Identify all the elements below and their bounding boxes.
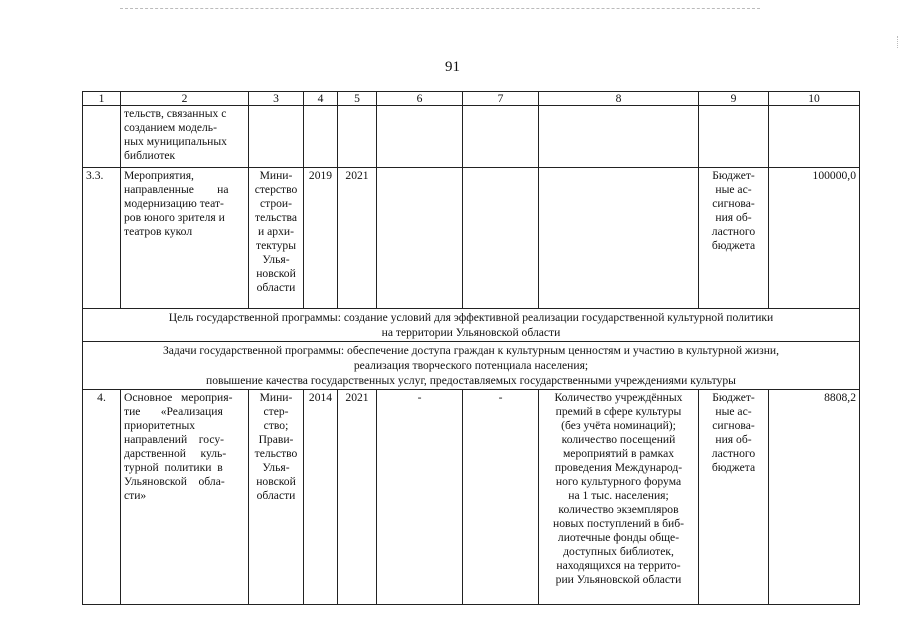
activity-name-cell: Мероприятия, направленные на модернизацию теат- ров юного зрителя и театров кукол	[121, 168, 249, 309]
col6-cell: -	[377, 390, 463, 605]
year-start-cell: 2019	[304, 168, 338, 309]
page-number: 91	[445, 59, 460, 75]
header-cell: 7	[463, 92, 539, 106]
table-row-3-3	[83, 168, 860, 309]
header-cell: 9	[699, 92, 769, 106]
header-cell: 4	[304, 92, 338, 106]
amount-cell: 8808,2	[769, 390, 860, 605]
year-end-cell: 2021	[338, 168, 377, 309]
header-cell: 1	[83, 92, 121, 106]
executor-cell: Мини- стерство строи- тельства и архи- тектуры Улья- новской области	[249, 168, 304, 309]
row-number: 4.	[83, 390, 121, 605]
col7-cell: -	[463, 390, 539, 605]
table-row-continuation	[83, 106, 860, 168]
executor-cell: Мини- стер- ство; Прави- тельство Улья- новской области	[249, 390, 304, 605]
header-cell: 10	[769, 92, 860, 106]
tasks-row	[83, 342, 860, 390]
header-cell: 3	[249, 92, 304, 106]
activity-name-cell: Основное мероприя- тие «Реализация приоритетных направлений госу- дарственной куль- турной политики в Ульяновской обла- сти»	[121, 390, 249, 605]
program-goal: Цель государственной программы: создание условий для эффективной реализации государственной культурной политики на территории Ульяновской области	[83, 309, 860, 342]
goal-row	[83, 309, 860, 342]
program-table	[82, 91, 860, 605]
header-cell: 5	[338, 92, 377, 106]
amount-cell: 100000,0	[769, 168, 860, 309]
scan-artifact	[897, 36, 899, 48]
indicators-cell: Количество учреждённых премий в сфере культуры (без учёта номинаций); количество посещений мероприятий в рамках проведения Международ- ного культурного форума на 1 тыс. населения; количество экземпляров новых поступлений в биб- лиотечные фонды обще- доступных библиотек, находящихся на террито- рии Ульяновской области	[539, 390, 699, 605]
header-cell: 8	[539, 92, 699, 106]
header-row	[83, 92, 860, 106]
continued-name-cell: тельств, связанных с созданием модель- ных муниципальных библиотек	[121, 106, 249, 168]
funding-source-cell: Бюджет- ные ас- сигнова- ния об- ластного бюджета	[699, 168, 769, 309]
row-number: 3.3.	[83, 168, 121, 309]
scan-artifact	[120, 8, 760, 9]
header-cell: 2	[121, 92, 249, 106]
year-end-cell: 2021	[338, 390, 377, 605]
header-cell: 6	[377, 92, 463, 106]
funding-source-cell: Бюджет- ные ас- сигнова- ния об- ластного бюджета	[699, 390, 769, 605]
program-tasks: Задачи государственной программы: обеспечение доступа граждан к культурным ценностям и участию в культурной жизни, реализация творческого потенциала населения; повышение качества государственных услуг, предоставляемых государственными учреждениями культуры	[83, 342, 860, 390]
table-row-4	[83, 390, 860, 605]
year-start-cell: 2014	[304, 390, 338, 605]
